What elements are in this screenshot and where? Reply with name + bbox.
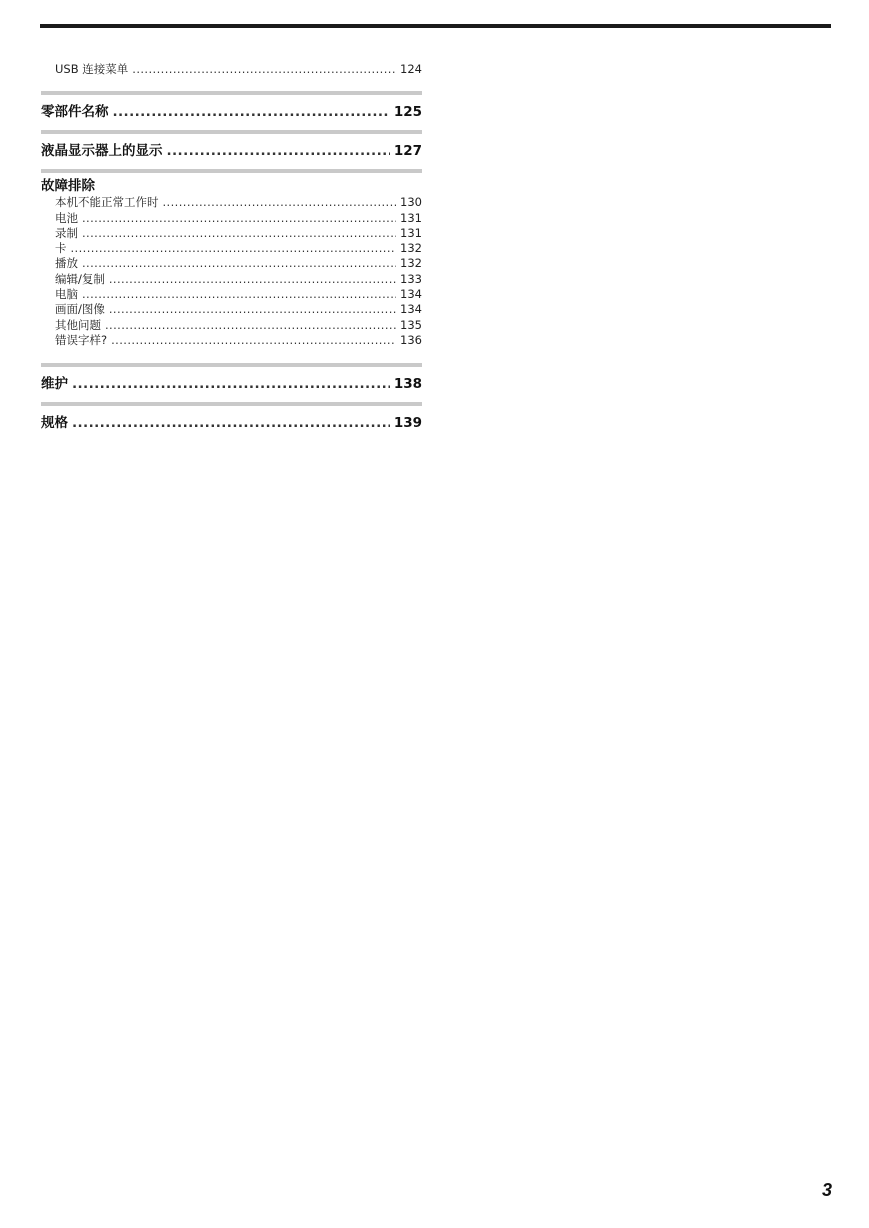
toc-entry-maintenance[interactable] xyxy=(41,367,422,393)
dot-leader xyxy=(163,195,397,210)
toc-section-lcd-display xyxy=(41,130,422,160)
dot-leader xyxy=(71,241,397,256)
toc-section-title: 维护 xyxy=(41,376,68,393)
toc-entry-troubleshooting-item[interactable] xyxy=(41,211,422,226)
toc-entry-troubleshooting-item[interactable] xyxy=(41,195,422,210)
toc-entry-troubleshooting-item[interactable] xyxy=(41,256,422,271)
header-rule xyxy=(40,24,831,28)
toc-section-page: 138 xyxy=(393,376,422,393)
toc-section-title: 液晶显示器上的显示 xyxy=(41,143,163,160)
toc-section-maintenance xyxy=(41,363,422,393)
toc-section-page: 125 xyxy=(393,104,422,121)
dot-leader xyxy=(109,272,396,287)
dot-leader xyxy=(82,226,396,241)
toc-section-title: 零部件名称 xyxy=(41,104,109,121)
dot-leader xyxy=(111,333,396,348)
toc-entry-troubleshooting-item[interactable] xyxy=(41,302,422,317)
dot-leader xyxy=(82,211,396,226)
toc-entry-troubleshooting-item[interactable] xyxy=(41,287,422,302)
toc-entry-troubleshooting-item[interactable] xyxy=(41,226,422,241)
toc-entry-label: 录制 xyxy=(55,225,78,240)
dot-leader xyxy=(72,375,390,393)
toc-entry-label: 本机不能正常工作时 xyxy=(55,195,159,210)
toc-entry-lcd-display[interactable] xyxy=(41,134,422,160)
toc-entry-page: 124 xyxy=(400,62,422,76)
toc-entry-label: 电池 xyxy=(55,210,78,225)
toc-entry-page: 132 xyxy=(400,256,422,271)
toc-entry-label: 错误字样? xyxy=(55,332,108,347)
dot-leader xyxy=(132,62,396,77)
toc-entry-page: 131 xyxy=(400,210,422,225)
toc-entry-parts-names[interactable] xyxy=(41,95,422,121)
page-number: 3 xyxy=(821,1180,832,1200)
toc-entry-label: 画面/图像 xyxy=(55,302,105,317)
toc-entry-page: 135 xyxy=(400,317,422,332)
toc-section-title: 规格 xyxy=(41,415,68,432)
toc-entry-label: USB 连接菜单 xyxy=(55,62,129,76)
toc-section-page: 127 xyxy=(393,143,422,160)
toc-entry-page: 133 xyxy=(400,271,422,286)
toc-entry-label: 编辑/复制 xyxy=(55,271,105,286)
toc-entry-page: 130 xyxy=(400,195,422,210)
toc-entry-troubleshooting-item[interactable] xyxy=(41,241,422,256)
toc-section-title-troubleshooting[interactable]: 故障排除 xyxy=(41,178,95,195)
toc-entry-troubleshooting-item[interactable] xyxy=(41,318,422,333)
dot-leader xyxy=(82,287,396,302)
toc-entry-specifications[interactable] xyxy=(41,406,422,432)
toc-entry-page: 131 xyxy=(400,225,422,240)
dot-leader xyxy=(105,318,396,333)
table-of-contents xyxy=(41,62,422,432)
toc-entry-troubleshooting-item[interactable] xyxy=(41,272,422,287)
dot-leader xyxy=(82,256,396,271)
dot-leader xyxy=(109,302,396,317)
toc-entry-page: 132 xyxy=(400,241,422,256)
toc-entry-label: 播放 xyxy=(55,256,78,271)
toc-entry-label: 其他问题 xyxy=(55,317,101,332)
toc-entry-label: 卡 xyxy=(55,241,67,256)
toc-entry-page: 134 xyxy=(400,287,422,302)
dot-leader xyxy=(167,142,390,160)
toc-section-specifications xyxy=(41,402,422,432)
toc-entry-troubleshooting-item[interactable] xyxy=(41,333,422,348)
dot-leader xyxy=(72,414,390,432)
toc-entry-page: 134 xyxy=(400,302,422,317)
toc-section-parts-names xyxy=(41,91,422,121)
toc-section-page: 139 xyxy=(393,415,422,432)
toc-entry-page: 136 xyxy=(400,332,422,347)
toc-entry-label: 电脑 xyxy=(55,287,78,302)
toc-section-troubleshooting xyxy=(41,169,422,348)
dot-leader xyxy=(113,103,390,121)
toc-entry-usb-menu[interactable] xyxy=(41,62,422,77)
